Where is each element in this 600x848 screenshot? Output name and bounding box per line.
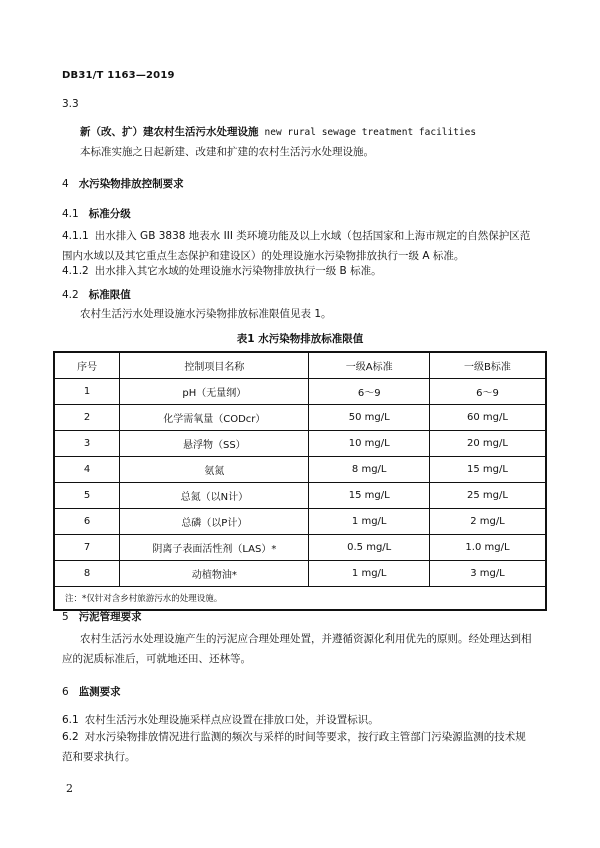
table-cell: 总磷（以P计）: [120, 509, 309, 535]
section-title: 标准分级: [88, 208, 131, 220]
section-number: 5: [62, 611, 69, 623]
header-cell: 控制项目名称: [120, 352, 309, 379]
paragraph-line1: 农村生活污水处理设施产生的污泥应合理处理处置，并遵循资源化利用优先的原则。经处理达到相: [80, 633, 532, 645]
table-cell: 60 mg/L: [429, 405, 546, 431]
table-cell: 15 mg/L: [429, 457, 546, 483]
clause-text: 农村生活污水处理设施采样点应设置在排放口处，并设置标识。: [84, 714, 379, 726]
clause-text-line1: 对水污染物排放情况进行监测的频次与采样的时间等要求，按行政主管部门污染源监测的技术规: [84, 731, 526, 743]
section-number: 4.2: [62, 289, 79, 301]
clause-4-1-2: [62, 261, 382, 281]
table-cell: 动植物油*: [120, 561, 309, 587]
table-cell: 阴离子表面活性剂（LAS）*: [120, 535, 309, 561]
table-cell: 8: [54, 561, 120, 587]
standard-code: DB31/T 1163—2019: [62, 70, 175, 81]
section-title: 水污染物排放控制要求: [78, 178, 184, 190]
table-row: [54, 379, 546, 405]
term-chinese: 新（改、扩）建农村生活污水处理设施: [80, 126, 259, 138]
term-english: new rural sewage treatment facilities: [264, 127, 477, 138]
table-cell: 10 mg/L: [309, 431, 429, 457]
table-row: [54, 483, 546, 509]
section-6-heading: [62, 684, 121, 699]
table-cell: 2 mg/L: [429, 509, 546, 535]
section-number: 4: [62, 178, 69, 190]
table-cell: 氨氮: [120, 457, 309, 483]
clause-6-2: [62, 727, 557, 767]
clause-text-line2: 围内水域以及其它重点生态保护和建设区）的处理设施水污染物排放执行一级 A 标准。: [62, 250, 465, 262]
table-row: [54, 457, 546, 483]
section-title: 监测要求: [78, 686, 121, 698]
section-title: 标准限值: [88, 289, 131, 301]
table-note-row: [54, 587, 546, 611]
table-cell: 50 mg/L: [309, 405, 429, 431]
table-cell: 1 mg/L: [309, 509, 429, 535]
header-cell: 一级B标准: [429, 352, 546, 379]
table-cell: 0.5 mg/L: [309, 535, 429, 561]
table-cell: pH（无量纲）: [120, 379, 309, 405]
clause-number: 6.1: [62, 714, 79, 726]
clause-number: 6.2: [62, 731, 79, 743]
table-cell: 悬浮物（SS）: [120, 431, 309, 457]
table-caption: 表1 水污染物排放标准限值: [236, 333, 364, 345]
clause-text-line2: 范和要求执行。: [62, 751, 136, 763]
table-cell: 3: [54, 431, 120, 457]
table-cell: 5: [54, 483, 120, 509]
clause-number: 4.1.2: [62, 265, 89, 277]
section-title: 污泥管理要求: [78, 611, 142, 623]
table-cell: 化学需氧量（CODcr）: [120, 405, 309, 431]
section-5-text-cont: 应的泥质标准后，可就地还田、还林等。: [62, 653, 251, 665]
table-cell: 8 mg/L: [309, 457, 429, 483]
table-row: [54, 509, 546, 535]
section-number: 4.1: [62, 208, 79, 220]
clause-3-3-number: 3.3: [62, 98, 79, 110]
emission-limits-table: [53, 351, 547, 611]
section-4-1-heading: [62, 206, 131, 221]
clause-text-line1: 出水排入 GB 3838 地表水 III 类环境功能及以上水域（包括国家和上海市规定的自然保护区范: [94, 230, 531, 242]
table-cell: 6: [54, 509, 120, 535]
table-cell: 1: [54, 379, 120, 405]
table-row: [54, 561, 546, 587]
table-cell: 25 mg/L: [429, 483, 546, 509]
table-cell: 2: [54, 405, 120, 431]
table-cell: 15 mg/L: [309, 483, 429, 509]
clause-4-1-1: [62, 226, 552, 266]
table-note: 注：*仅针对含乡村旅游污水的处理设施。: [54, 587, 546, 611]
table-cell: 7: [54, 535, 120, 561]
table-cell: 20 mg/L: [429, 431, 546, 457]
term-entry: [80, 124, 476, 139]
section-4-2-heading: [62, 287, 131, 302]
table-header-row: [54, 352, 546, 379]
table-cell: 3 mg/L: [429, 561, 546, 587]
section-4-heading: [62, 176, 184, 191]
table-cell: 4: [54, 457, 120, 483]
header-cell: 序号: [54, 352, 120, 379]
table-cell: 总氮（以N计）: [120, 483, 309, 509]
table-row: [54, 405, 546, 431]
section-5-text: [80, 629, 560, 649]
table-row: [54, 535, 546, 561]
table-cell: 6～9: [429, 379, 546, 405]
clause-number: 4.1.1: [62, 230, 89, 242]
clause-text: 出水排入其它水域的处理设施水污染物排放执行一级 B 标准。: [94, 265, 382, 277]
section-5-heading: [62, 609, 142, 624]
term-definition: 本标准实施之日起新建、改建和扩建的农村生活污水处理设施。: [80, 146, 374, 158]
header-cell: 一级A标准: [309, 352, 429, 379]
section-number: 6: [62, 686, 69, 698]
table-row: [54, 431, 546, 457]
page-number: 2: [66, 782, 73, 795]
section-4-2-text: 农村生活污水处理设施水污染物排放标准限值见表 1。: [80, 308, 332, 320]
table-cell: 1.0 mg/L: [429, 535, 546, 561]
table-cell: 6～9: [309, 379, 429, 405]
table-cell: 1 mg/L: [309, 561, 429, 587]
